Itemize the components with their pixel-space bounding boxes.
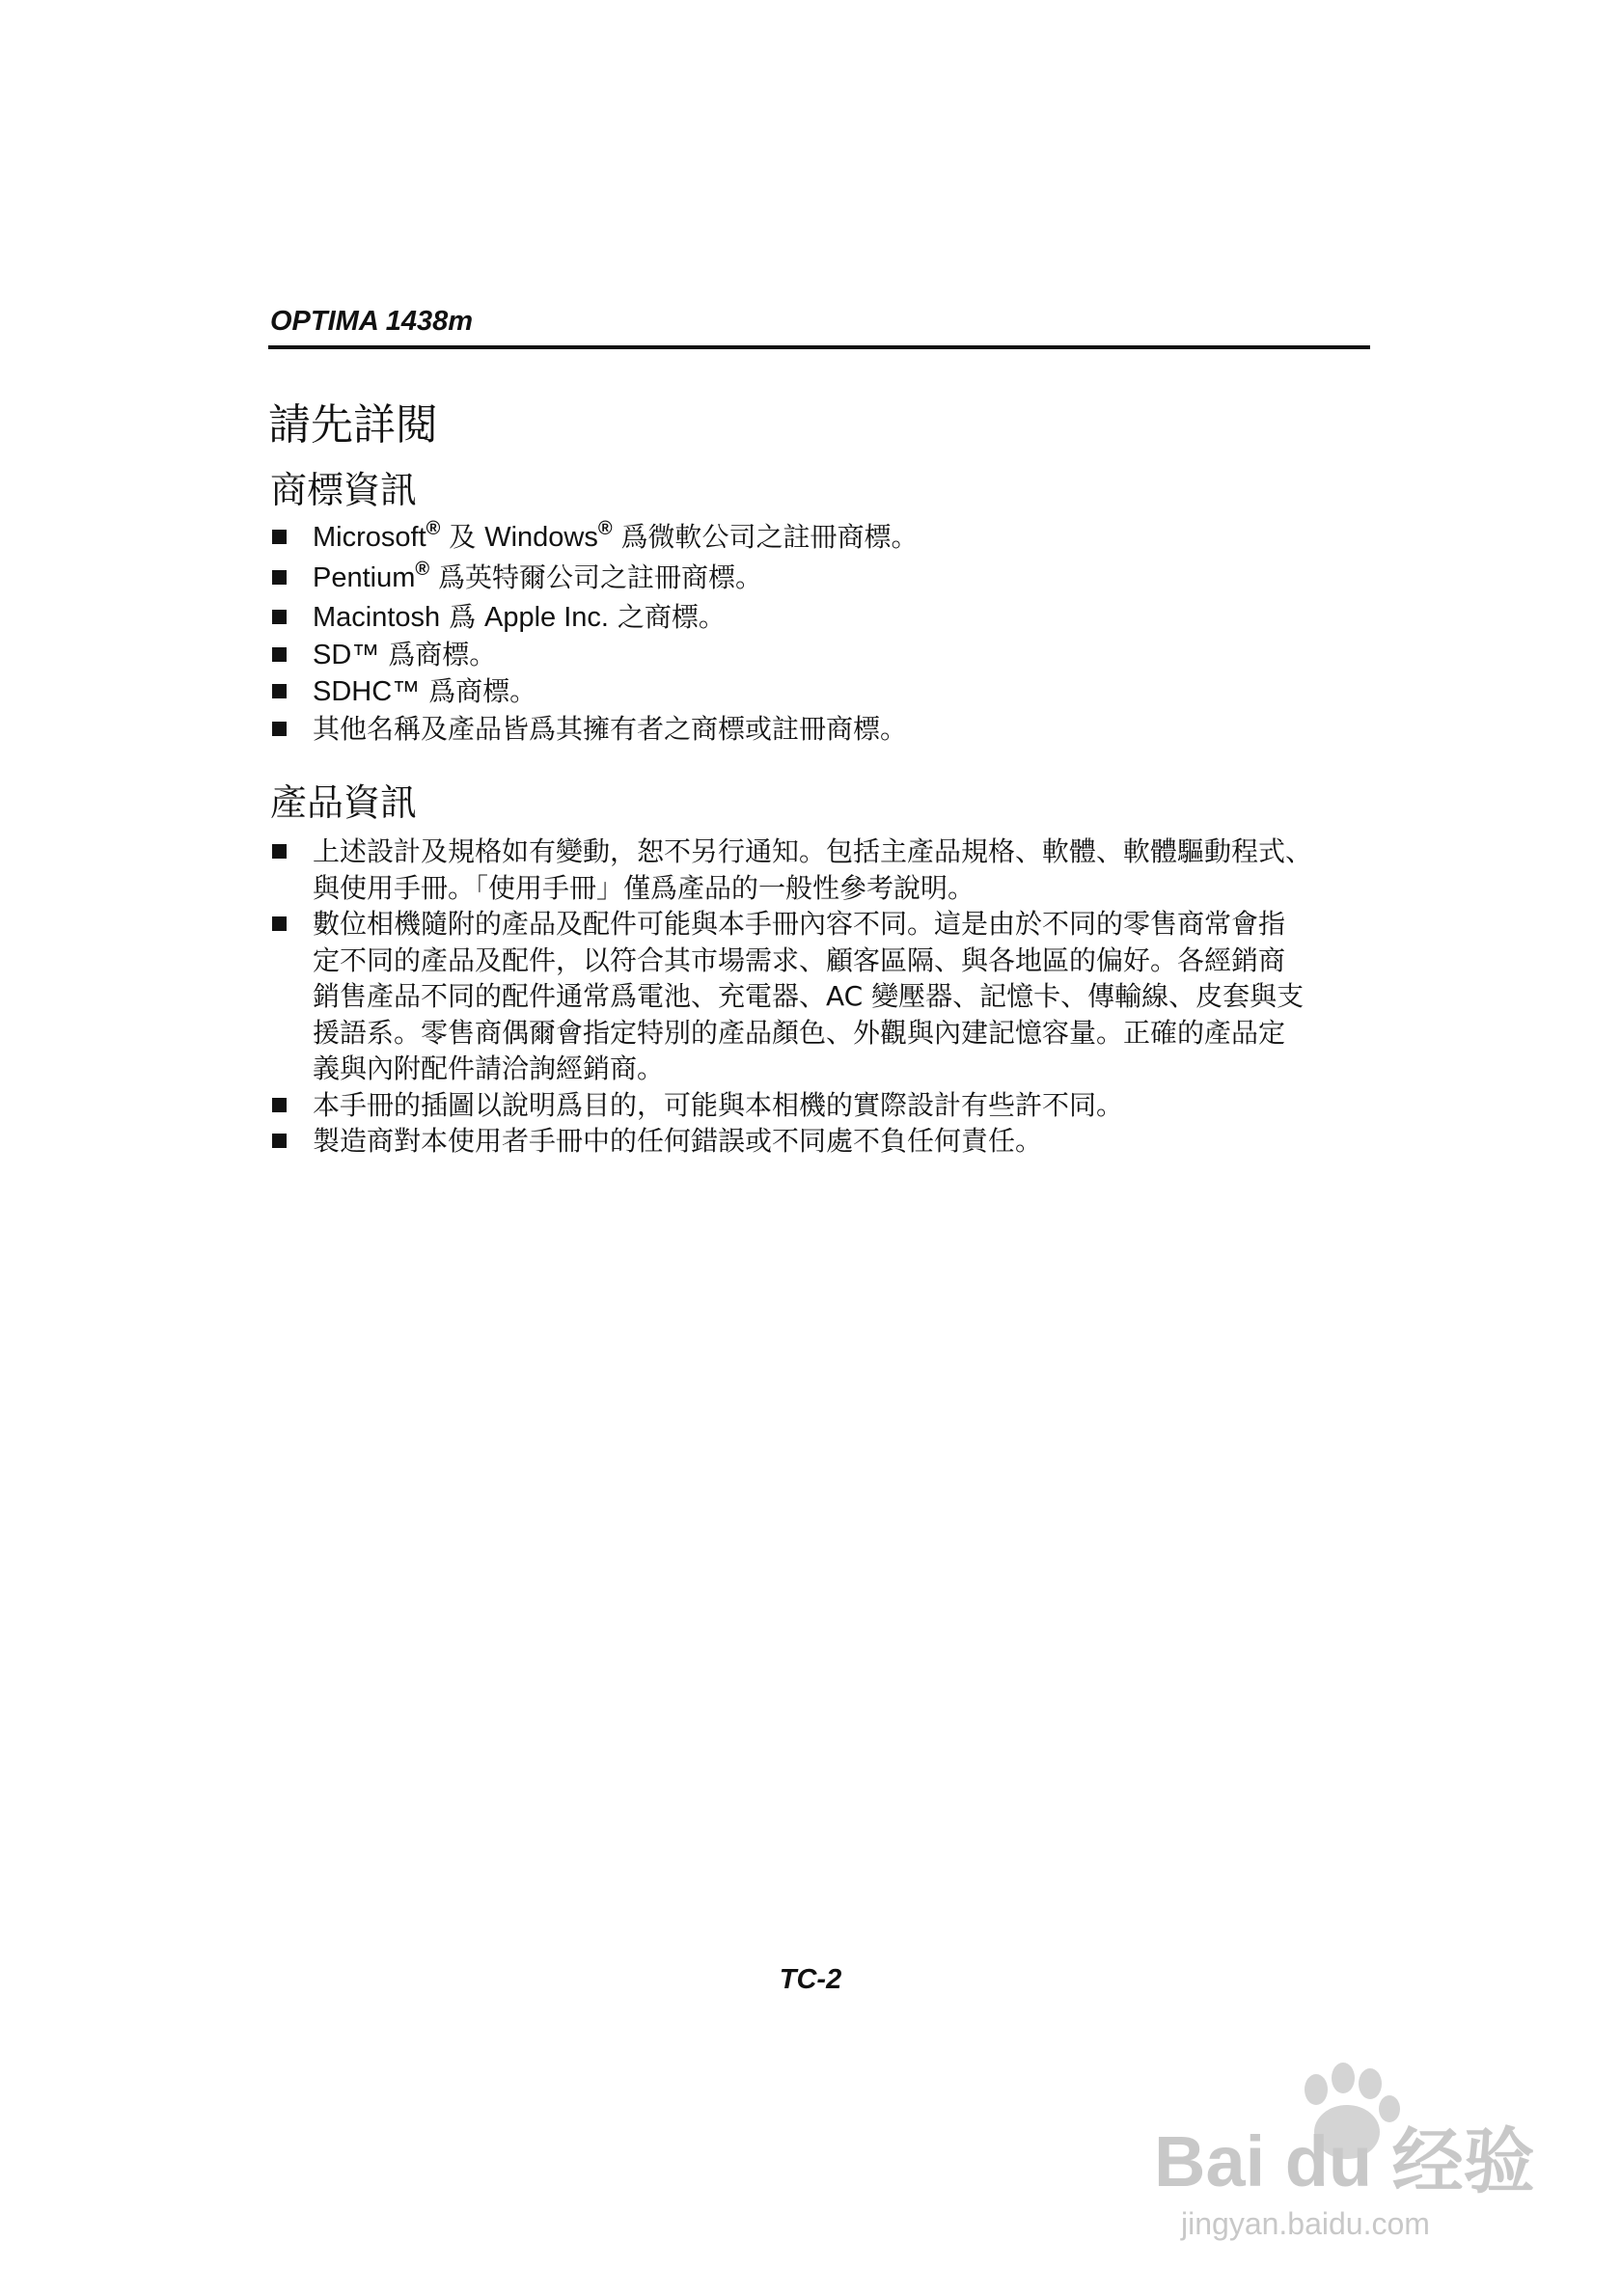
list-item xyxy=(268,906,1378,1087)
list-item: Macintosh 爲 Apple Inc. 之商標。 xyxy=(268,599,1378,637)
bullet-icon xyxy=(272,610,287,624)
bullet-icon xyxy=(272,1134,287,1148)
bullet-icon xyxy=(272,647,287,662)
list-item xyxy=(268,834,1378,906)
manual-title: OPTIMA 1438m xyxy=(270,306,474,337)
page-title: 請先詳閱 xyxy=(268,400,438,450)
list-item: Pentium® 爲英特爾公司之註冊商標。 xyxy=(268,560,1378,600)
list-item-line: 義與內附配件請洽詢經銷商。 xyxy=(313,1052,665,1084)
list-item-line: 定不同的產品及配件，以符合其市場需求、顧客區隔、與各地區的偏好。各經銷商 xyxy=(313,943,1286,976)
list-item xyxy=(268,1123,1378,1160)
watermark-brand: Bai du 经验 xyxy=(1154,2121,1535,2201)
list-item: 其他名稱及產品皆爲其擁有者之商標或註冊商標。 xyxy=(268,711,1378,748)
list-item-line: 與使用手冊。「使用手冊」僅爲產品的一般性參考說明。 xyxy=(313,871,975,904)
list-item-line: 銷售產品不同的配件通常爲電池、充電器、AC 變壓器、記憶卡、傳輸線、皮套與支 xyxy=(313,980,1305,1012)
product-info-list xyxy=(268,834,1378,1160)
trademark-section-title: 商標資訊 xyxy=(270,469,418,511)
trademark-list xyxy=(268,519,1378,747)
running-header xyxy=(268,301,1370,349)
list-item-line: 製造商對本使用者手冊中的任何錯誤或不同處不負任何責任。 xyxy=(313,1125,1043,1157)
watermark-url: jingyan.baidu.com xyxy=(1181,2206,1430,2241)
list-item: SD™ 爲商標。 xyxy=(268,637,1378,674)
list-item xyxy=(268,1087,1378,1124)
bullet-icon xyxy=(272,844,287,859)
list-item-line: 上述設計及規格如有變動，恕不另行通知。包括主產品規格、軟體、軟體驅動程式、 xyxy=(313,835,1313,867)
bullet-icon xyxy=(272,916,287,931)
bullet-icon xyxy=(272,722,287,736)
list-item-line: 數位相機隨附的產品及配件可能與本手冊內容不同。這是由於不同的零售商常會指 xyxy=(313,908,1286,940)
list-item-line: 援語系。零售商偶爾會指定特別的產品顏色、外觀與內建記憶容量。正確的產品定 xyxy=(313,1016,1286,1049)
product-section-title: 產品資訊 xyxy=(270,781,418,824)
bullet-icon xyxy=(272,684,287,698)
list-item: Microsoft® 及 Windows® 爲微軟公司之註冊商標。 xyxy=(268,519,1378,560)
page-number: TC-2 xyxy=(779,1964,842,1995)
bullet-icon xyxy=(272,1098,287,1112)
list-item: SDHC™ 爲商標。 xyxy=(268,673,1378,711)
bullet-icon xyxy=(272,530,287,544)
list-item-line: 本手冊的插圖以說明爲目的，可能與本相機的實際設計有些許不同。 xyxy=(313,1088,1124,1121)
baidu-jingyan-watermark xyxy=(1154,2055,1540,2248)
bullet-icon xyxy=(272,570,287,585)
